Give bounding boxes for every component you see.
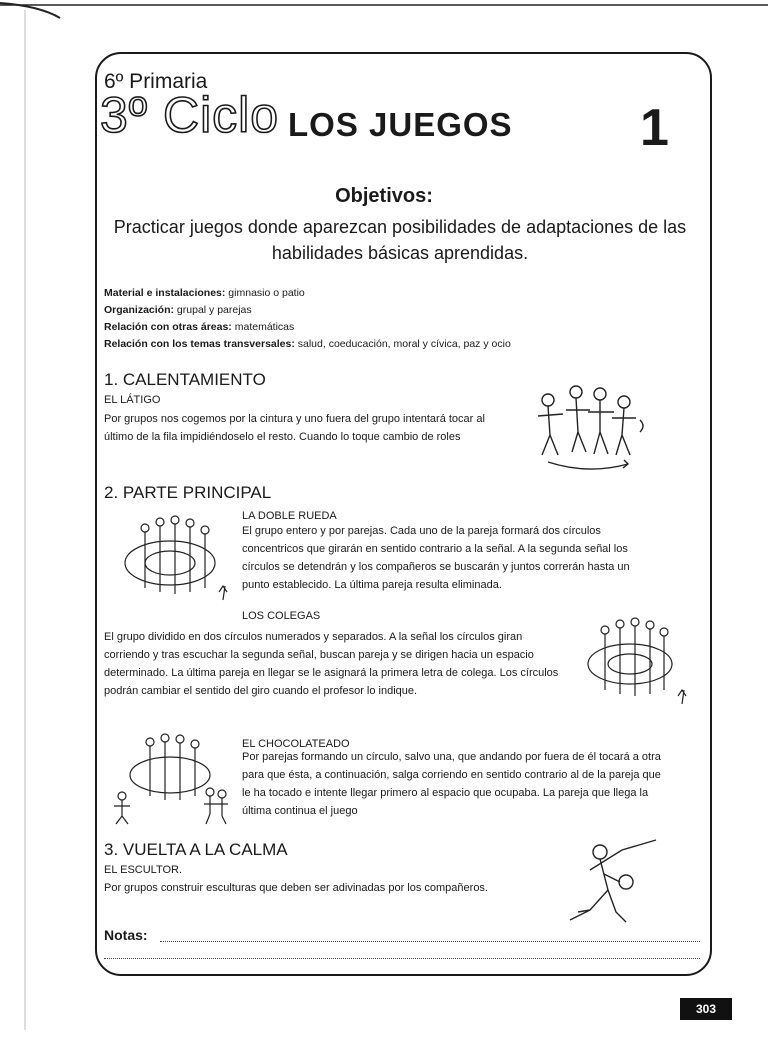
meta-row: Organización: grupal y parejas: [104, 304, 252, 316]
warmup-game-name: EL LÁTIGO: [104, 394, 161, 406]
doble-rueda-illustration: [115, 508, 235, 618]
notes-line-2: [104, 958, 700, 959]
meta-row: Relación con otras áreas: matemáticas: [104, 321, 295, 333]
cooldown-heading: 3. VUELTA A LA CALMA: [104, 840, 288, 859]
grade-label: 6º Primaria: [104, 70, 208, 93]
meta-list: [104, 285, 704, 353]
cooldown-game-name: EL ESCULTOR.: [104, 864, 183, 876]
warmup-illustration: [528, 380, 648, 475]
game-name-chocolateado: EL CHOCOLATEADO: [242, 738, 350, 750]
cooldown-text: Por grupos construir esculturas que deben ser adivinadas por los compañeros.: [104, 882, 488, 894]
game-name-los-colegas: LOS COLEGAS: [242, 610, 321, 622]
warmup-text: Por grupos nos cogemos por la cintura y uno fuera del grupo intentará tocar al último de la fila impidiéndoselo el resto. Cuando lo toque cambio de roles: [104, 413, 485, 443]
meta-row: Relación con los temas transversales: salud, coeducación, moral y cívica, paz y ocio: [104, 338, 511, 350]
main-heading: 2. PARTE PRINCIPAL: [104, 483, 272, 502]
game-text-los-colegas: El grupo dividido en dos círculos numerados y separados. A la señal los círculos giran corriendo y tras escuchar la segunda señal, buscan pareja y se dirigen hacia un espacio determinado. La última pareja en llegar se le asignará la primera letra de colega. Los círculos podrán cambiar el sentido del giro cuando el profesor lo indique.: [104, 631, 559, 697]
game-text-doble-rueda: El grupo entero y por parejas. Cada uno de la pareja formará dos círculos concentricos que girarán en sentido contrario a la señal. A la segunda señal los círculos se detendrán y los compañeros se buscarán y juntos correrán hasta un punto establecido. La última pareja resulta eliminada.: [242, 525, 630, 591]
sculptor-illustration: [560, 830, 670, 930]
objectives-heading: Objetivos:: [335, 185, 433, 207]
warmup-heading: 1. CALENTAMIENTO: [104, 370, 266, 389]
page-number: 303: [680, 998, 732, 1020]
los-colegas-illustration: [580, 612, 695, 717]
cycle-label: 3º Ciclo: [100, 87, 280, 143]
notes-label: Notas:: [104, 927, 148, 943]
objectives-text: Practicar juegos donde aparezcan posibilidades de adaptaciones de las habilidades básicas aprendidas.: [113, 217, 687, 263]
meta-row: Material e instalaciones: gimnasio o patio: [104, 287, 305, 299]
game-text-chocolateado: Por parejas formando un círculo, salvo una, que andando por fuera de él tocará a otra para que ésta, a continuación, salga corriendo en sentido contrario al de la pareja que le ha tocado e intente llegar primero al espacio que ocupaba. La pareja que llega la última continua el juego: [242, 751, 661, 817]
game-name-doble-rueda: LA DOBLE RUEDA: [242, 510, 337, 522]
page-title: LOS JUEGOS: [288, 106, 513, 143]
top-rule: [0, 0, 768, 30]
unit-number: 1: [640, 99, 669, 157]
chocolateado-illustration: [110, 730, 240, 825]
notes-line-1: [160, 941, 700, 942]
